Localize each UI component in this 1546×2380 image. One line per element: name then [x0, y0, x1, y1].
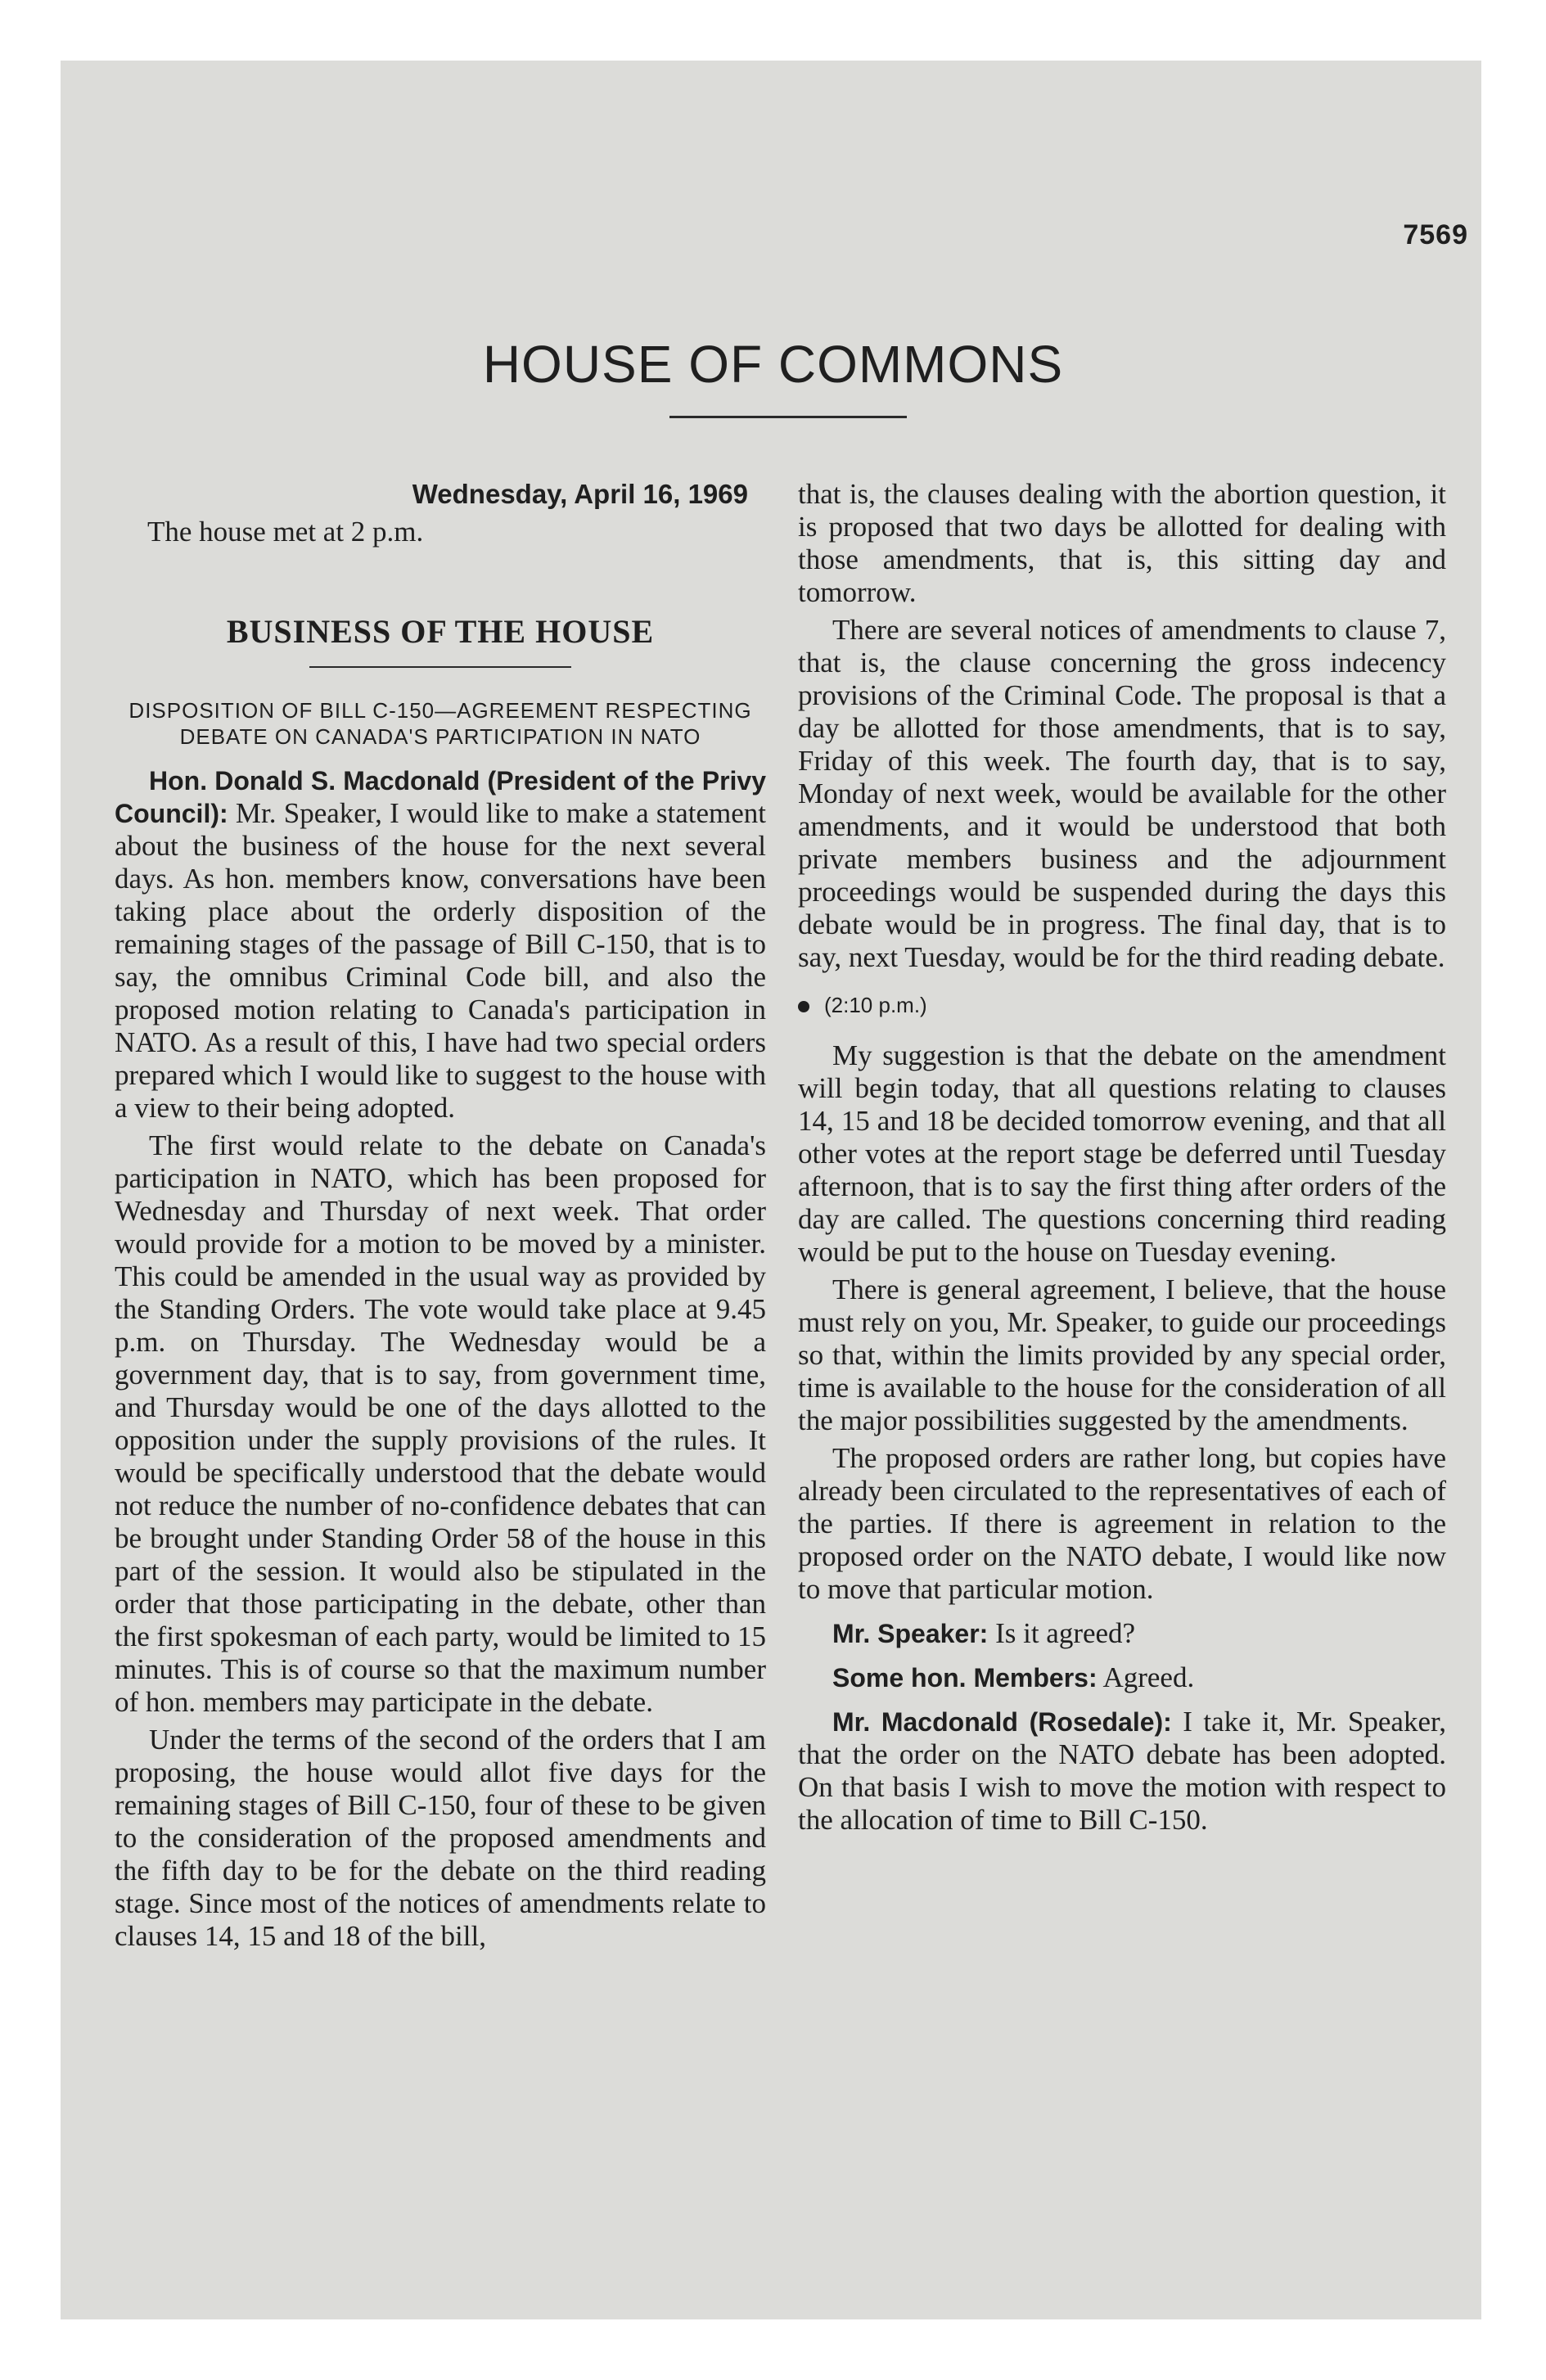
section-rule — [309, 666, 571, 668]
time-marker — [798, 989, 1446, 1021]
section-title: BUSINESS OF THE HOUSE — [226, 613, 655, 650]
sitting-date: Wednesday, April 16, 1969 — [412, 479, 748, 509]
speech-text: Is it agreed? — [995, 1617, 1136, 1649]
paragraph: My suggestion is that the debate on the amendment will begin today, that all questions relating to clauses 14, 15 and 18 be decided tomorrow evening, and that all other votes at the report stage be deferred until Tuesday afternoon, that is to say the first thing after orders of the day are called. The questions concerning third reading would be put to the house on Tuesday evening. — [798, 1039, 1446, 1268]
meeting-time: The house met at 2 p.m. — [147, 516, 424, 548]
masthead-rule — [669, 416, 907, 418]
paragraph: The first would relate to the debate on Canada's participation in NATO, which has been proposed for Wednesday and Thursday of next week. That order would provide for a motion to be moved by a minister. This could be amended in the usual way as provided by the Standing Orders. The vote would take place at 9.45 p.m. on Thursday. The Wednesday would be a government day, that is to say, from government time, and Thursday would be one of the days allotted to the opposition under the supply provisions of the rules. It would be specifically understood that the debate would not reduce the number of no-confidence debates that can be brought under Standing Order 58 of the house in this part of the session. It would also be stipulated in the order that those participating in the debate, other than the first spokesman of each party, would be limited to 15 minutes. This is of course so that the maximum number of hon. members may participate in the debate. — [115, 1129, 766, 1718]
exchange-line — [798, 1661, 1446, 1694]
right-column — [798, 478, 1446, 1845]
paragraph — [115, 764, 766, 1125]
item-title: DISPOSITION OF BILL C-150—AGREEMENT RESPECTING DEBATE ON CANADA'S PARTICIPATION IN NATO — [128, 698, 752, 749]
speaker-name: Some hon. Members: — [832, 1663, 1098, 1693]
speaker-name: Hon. Donald S. Macdonald (President of the Privy Council): — [115, 766, 766, 828]
paragraph: There are several notices of amendments to clause 7, that is, the clause concerning the gross indecency provisions of the Criminal Code. The proposal is that a day be allotted for those amendments, that is to say, Friday of this week. The fourth day, that is to say, Monday of next week, would be available for the other amendments, and it would be understood that both private members business and the adjournment proceedings would be suspended during the days this debate would be in progress. The final day, that is to say, next Tuesday, would be for the third reading debate. — [798, 614, 1446, 973]
exchange-line — [798, 1617, 1446, 1650]
speech-text: Mr. Speaker, I would like to make a statement about the business of the house for the next several days. As hon. members know, conversations have been taking place about the orderly disposition of the remaining stages of the passage of Bill C-150, that is to say, the omnibus Criminal Code bill, and also the proposed motion relating to Canada's participation in NATO. As a result of this, I have had two special orders prepared which I would like to suggest to the house with a view to their being adopted. — [115, 797, 766, 1124]
paragraph: The proposed orders are rather long, but copies have already been circulated to the representatives of each of the parties. If there is agreement in relation to the proposed order on the NATO debate, I would like now to move that particular motion. — [798, 1442, 1446, 1605]
time-marker-text: (2:10 p.m.) — [824, 993, 927, 1017]
speech-text: Agreed. — [1102, 1661, 1195, 1693]
bullet-icon — [798, 1001, 809, 1012]
exchange-line — [798, 1706, 1446, 1837]
left-column — [115, 478, 766, 1958]
masthead-title: HOUSE OF COMMONS — [482, 335, 1064, 394]
paragraph: There is general agreement, I believe, that the house must rely on you, Mr. Speaker, to guide our proceedings so that, within the limits provided by any special order, time is available to the house for the consideration of all the major possibilities suggested by the amendments. — [798, 1273, 1446, 1436]
paragraph: that is, the clauses dealing with the abortion question, it is proposed that two days be allotted for dealing with those amendments, that is, this sitting day and tomorrow. — [798, 478, 1446, 608]
page-number: 7569 — [1403, 219, 1468, 250]
speech-text: I take it, Mr. Speaker, that the order on the NATO debate has been adopted. On that basis I wish to move the motion with respect to the allocation of time to Bill C-150. — [798, 1706, 1446, 1836]
speaker-name: Mr. Macdonald (Rosedale): — [832, 1707, 1172, 1737]
speaker-name: Mr. Speaker: — [832, 1619, 989, 1648]
paragraph: Under the terms of the second of the orders that I am proposing, the house would allot five days for the remaining stages of Bill C-150, four of these to be given to the consideration of the proposed amendments and the fifth day to be for the debate on the third reading stage. Since most of the notices of amendments relate to clauses 14, 15 and 18 of the bill, — [115, 1724, 766, 1952]
